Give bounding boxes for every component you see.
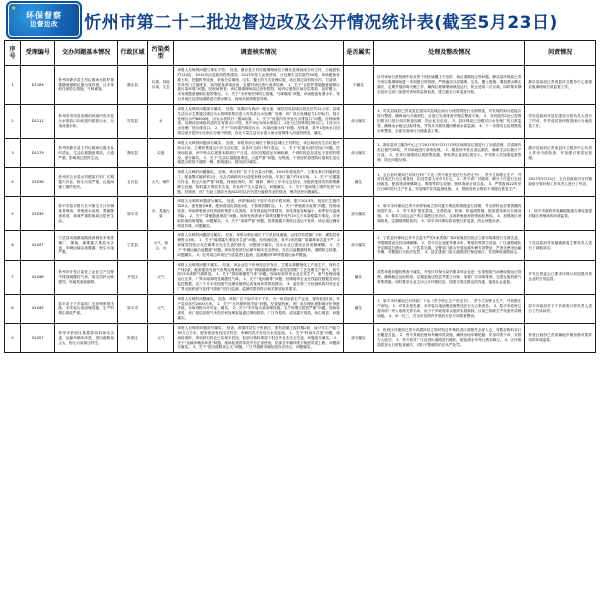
table-row [5,323,596,352]
cell-type: 水 [148,104,174,138]
cell-handle: 1、忻府区环保局已责令该搅拌站立即对料仓外物料进行清理并全部入仓，对暂存物料实行全覆盖苫盖。 2、责令其规范使用车辆冲洗设施，确保出场车辆轮胎、车身冲洗干净，安排专人值守。 3、责令其对厂区及进出道路进行硬化，配备洒水车每日洒水降尘。 4、区环保局将加大日常检查频次，对拒不整改的依法从严处罚。 [374,323,525,352]
document-header [0,0,600,40]
cell-code: X1048 [21,260,55,294]
cell-no: 8 [5,294,21,323]
cell-investigation: 举报人反映的问题部分属实。 经查，举报反映区域位于宁武县凤凰镇，沿线共有洗煤厂2家、煤炭经营销售点3家。 1、关于“煤堆露天堆放未苫盖”问题。经现场检查，其中1家洗煤厂原煤堆场苫盖不严，2家煤炭经营点存在煤堆未完全苫盖的情况，问题部分属实。其余企业已建成全封闭储煤棚。 2、关于“车辆运输沿途撒漏”问题。现场发现部分运煤车辆未完全密闭，存在沿途撒漏现象，道路积尘较重，问题属实。 3、经对周边环境空气质量进行监测，监测期间TSP浓度超出参考限值。 [174,231,343,260]
logo-line2: 边督边改 [30,20,58,29]
cell-handle: 1、原平市环保局已责令该养殖场立即对露天堆放的粪便进行清理，并全部转运至堆粪棚内规范贮存。 2、责令其扩建化粪池，完善防渗、防雨、防溢流措施，配套建设雨污分流设施。 3、要求与周边农户签订粪肥还田协议，实现养殖废弃物资源化利用。 4、加强场区消毒除臭，定期喷洒除臭剂。 5、原平市环保局将加强日常巡查，防止问题反弹。 [374,197,525,231]
cell-report: 忻州市五台县豆村镇某石料厂长期露天作业，粉尘污染严重，且夜间施工噪声扰民。 [55,168,118,197]
supervision-logo [6,1,82,39]
cell-region: 五台县 [117,168,147,197]
cell-investigation: 举报人反映的问题部分属实。 经查，该搅拌站位于忻府区，建有混凝土搅拌楼2座，设计年生产能力30万立方米，配套建设有封闭式料仓、车辆冲洗平台及污水沉淀池。 1、关于“料场未苫盖”问题。现场检查时，该站砂石料仓已实现半封闭，但部分物料堆放于料仓外且未完全苫盖，问题部分属实。 2、关于“运输车辆未冲洗”问题。现场检查时冲洗平台正常使用，但部分车辆冲洗不彻底带泥上路，问题部分属实。 3、关于“进出道路扬尘大”问题。厂区外道路未硬化段存在扬尘，问题属实。 [174,323,343,352]
cell-istrue: 部分属实 [343,104,373,138]
cell-investigation: 举报人反映的问题不属实。 经查，该企业位于忻州经济开发区，主要从事精细化工产品生产，现有生产线2条，配套建设有废气收集处理系统，采用“两级碱液喷淋+活性炭吸附”工艺处理生产废气，废气经25米高排气筒排放。 1、关于“排放刺激性气体”问题。现场检查时该企业正常生产，废气处理设施运行正常，厂界未闻到明显刺激性气味。 2、关于“夜间偷排”问题。经调阅该企业在线监控数据及用电监控数据，近三个月未发现废气处理设施停运或夜间异常排放情况。 3、委托第三方检测机构对该企业厂界无组织废气及排气筒废气进行监测，监测结果均符合相关排放标准要求。 [174,260,343,294]
cell-accountable: 静乐县政府已责成县环卫服务中心负责人作出书面检查，并加强日常清运管理。 [525,138,596,167]
cell-investigation: 举报人反映的问题部分属实。 经查，举报所涉区域位于静乐县城区王村附近，该区域设有生活垃圾中转点1处，主要收集周边小区生活垃圾，由县环卫部门每日清运。 1、关于“垃圾未及时清运”问题。经现场检查，该中转点垃圾基本做到日产日清，但因近期清运车辆检修，个别时段存在清运不及时的情况，部分属实。 2、关于“生活垃圾随意堆放，占道严重”问题。经核查，个别居民将建筑垃圾和生活垃圾混合堆放于道路一侧，影响通行，情况部分属实。 [174,138,343,167]
cell-istrue: 不属实 [343,66,373,105]
cell-istrue: 部分属实 [343,138,373,167]
cell-report: 原平市子干乡某砖厂无环保审批手续，未安装污染治理设施，生产时烟尘排放严重。 [55,294,118,323]
th-handle: 处理及整改情况 [374,41,525,66]
cell-no: 7 [5,260,21,294]
table-body [5,66,596,353]
table-row [5,197,596,231]
cell-type: 大气、噪声 [148,168,174,197]
cell-region: 原平市 [117,197,147,231]
cell-report: 原平市原平路与长兴街交叉口东侧某养殖场，养殖废水直排，粪便随意堆放，臭味严重影响周边居民生活。 [55,197,118,231]
table-row [5,294,596,323]
cell-code: X1039 [21,197,55,231]
cell-accountable: 1、原平市政府责成属地街道办事处加强对辖区养殖场的环境监管。 [525,197,596,231]
cell-handle: 1、宁武县环保局已责令苫盖不严的1家洗煤厂和2家煤炭经营点立即对煤堆进行全面苫盖，并限期建设全封闭储煤棚。 2、责令各企业配齐洒水车、雾炮机等抑尘设备，厂区道路硬化并定期清扫洒水。 3、宁武县交通、交警部门联合开展运煤车辆专项整治，严查未密闭运输车辆，对撒漏行为依法处罚。 4、县住建部门加大道路清扫保洁频次，有效降低道路扬尘。 [374,231,525,260]
cell-report: 忻州市岢岚县岚漪河河道内有多处污水排放口向河道内排放污水，污染河道水体。 [55,104,118,138]
cell-handle: 1、静乐县环卫服务中心已于2017年5月21日对该区域堆存垃圾进行了全面清理，共清理各类垃圾约30吨，并对场地进行消毒处理。 2、增加该中转点清运频次，确保生活垃圾日产日清。 3、在该区域增设垃圾收集容器，张贴禁止乱倒垃圾告示，并安排人员加强巡查管理，防止问题反弹。 [374,138,525,167]
table-row [5,260,596,294]
cell-region: 静乐县 [117,66,147,105]
cell-istrue: 属实 [343,260,373,294]
supervision-table [4,40,596,353]
cell-type: 水、其他污染 [148,197,174,231]
th-region: 行政区域 [117,41,147,66]
cell-no: 5 [5,197,21,231]
cell-type: 垃圾 [148,138,174,167]
table-row [5,138,596,167]
cell-type: 大气、扬尘、水 [148,231,174,260]
cell-code: X1049 [21,294,55,323]
cell-handle: 针对该场日常管理中存在的个别区域覆土不及时、场区道路扬尘等问题，静乐县环保局已责令该垃圾填埋场进一步加强日常管理，严格落实分层填埋、压实、覆土措施，增加洒水降尘频次，定期开展消毒灭蝇工作，确保垃圾填埋场规范运行，防止造成二次污染。同时要求静乐县环卫部门加强对该场的监督检查，建立健全日常巡查台账。 [374,66,525,105]
cell-report: 忻州市静乐县王村垃圾场垃圾未及时清运，生活垃圾随意堆放，占道严重，影响周边居民生活。 [55,138,118,167]
cell-report: 忻州市开发区某化工企业生产过程中排放刺激性气体，周边居民反映强烈，怀疑其夜间偷排。 [55,260,118,294]
cell-code: D1211 [21,104,55,138]
table-row [5,104,596,138]
cell-istrue: 部分属实 [343,323,373,352]
cell-investigation: 举报人反映的问题与事实不符。 经查，静乐县王村垃圾填埋场位于静乐县城西南方向王村，占地面积约120亩，2012年由县政府投资建设，2013年投入运营使用，日处理生活垃圾约90吨，该场配备有推土机、挖掘机等设备，采取分层填埋、压实、覆土的方式处理垃圾，场区周边设有排水沟、拦渣坝，并设有门卫值班室，场内配备消毒设备，定期对场区进行消毒处理。 1、关于“无防护措施随意倾倒垃圾污染环境”问题。经现场核查，该垃圾填埋场周边设有围挡，场内垃圾按区域分层堆放、及时覆土，未发现随意倾倒垃圾的情况。 2、关于“未采取任何防尘措施，气味难闻”问题。该场配备有洒水车，每日对场区及进场道路进行洒水降尘，现场未闻到明显异味。 [174,66,343,105]
cell-no: 2 [5,104,21,138]
cell-investigation: 举报人反映的问题属实。 经查，该砖厂位于原平市子干乡，为一家页岩砖生产企业，建有轮窑1座，年产页岩砖约2000万块。 1、关于“无环保审批手续”问题。经查阅档案，该厂未办理环境影响评价审批手续，未取得排污许可证，属实。 2、关于“未安装污染治理设施，生产时烟尘排放严重”问题。现场检查时，该厂焙烧窑烟气未经任何处理直接通过烟囱排放，厂区内原料、成品露天堆放，扬尘明显，问题属实。 [174,294,343,323]
th-accountable: 问责情况 [525,41,596,66]
cell-istrue: 部分属实 [343,197,373,231]
cell-handle: 1、五台县环保局已对该石料厂下达《责令改正违法行为决定书》，责令立即停止生产，并对其违法行为立案查处，拟处罚款人民币3万元。 2、责令该厂对破碎、筛分工序进行全封闭改造，配套建设喷淋降尘、雾炮等抑尘设施，物料堆场全部苫盖。 3、严禁夜间22时至次日6时进行生产作业，安装噪声在线监测设施。 4、整改验收合格前不得擅自恢复生产。 [374,168,525,197]
th-code: 受理编号 [21,41,55,66]
header-row [5,41,596,66]
th-investigation: 调查核实情况 [174,41,343,66]
cell-accountable: 原平市政府对子干乡政府分管负责人进行了约谈问责。 [525,294,596,323]
cell-accountable: 宁武县政府对凤凰镇政府主要负责人进行了诫勉谈话。 [525,231,596,260]
cell-investigation: 举报人反映的问题部分属实。 经查，该养殖场位于原平市原平路东侧，建于2013年，现存栏生猪约320头，建有猪舍6栋，配套建设化粪池1座、干粪堆放棚1处。 1、关于“养殖废水直排”问题。经现场检查，该场养殖废水经管道收集进入化粪池，未发现直接外排情况，但化粪池容积偏小，雨季存在溢流风险。 2、关于“粪便随意堆放”问题。现场发现该场干粪堆放棚外有约15立方米粪便露天堆放，未采取防渗防雨措施，问题属实。 3、关于“臭味严重”问题。因粪便露天堆放且清运不及时，场区周边确有明显异味，问题属实。 [174,197,343,231]
cell-region: 岢岚县 [117,104,147,138]
star-icon: ★ [11,5,17,12]
cell-report: 宁武县凤凰镇某路段两侧有多家洗煤厂、煤场，煤堆露天堆放未苫盖，车辆运输沿途撒漏，粉尘污染严重。 [55,231,118,260]
cell-investigation: 举报人反映的问题属实。 经查，该石料厂位于五台县豆村镇，2015年建成投产，主要从事石料破碎加工，配备颚式破碎机1台、反击式破碎机1台及配套筛分设备，年加工能力约10万吨。 1、关于“长期露天作业，粉尘污染严重”问题。现场检查时，该厂破碎、筛分工序未完全封闭，未配套建设有效的喷淋降尘设施，物料露天堆放未苫盖，作业时产生大量扬尘，问题属实。 2、关于“夜间施工噪声扰民”问题。经调查，该厂为赶工期存在夜间22时以后仍进行破碎作业的情况，噪声扰民问题属实。 [174,168,343,197]
cell-code: X1047 [21,231,55,260]
cell-no: 1 [5,66,21,105]
th-type: 污染类型 [148,41,174,66]
cell-code: D1184 [21,66,55,105]
cell-region: 静乐县 [117,138,147,167]
cell-region: 忻府区 [117,323,147,352]
cell-handle: 1、岢岚县政府已责成县住建局对县城区雨污分流管网进行全面排查，对发现的雨污混接点进行整改，确保雨污分流到位，目前已完成排查并制定整改方案。 2、对河道内2处已封堵旧排污口进行再次核查加固，防止私自启用。 3、县环保局已加强对污水处理厂的日常监管，确保出水稳定达标排放，并每月开展岚漪河断面水质监测。 4、下一步将结合县城黑臭水体整治，全面完成雨污分流改造工程。 [374,104,525,138]
cell-report: 忻州市忻府区某搅拌站料场未苫盖，运输车辆未冲洗，进出道路扬尘大，粉尘污染周边村庄。 [55,323,118,352]
cell-type: 大气 [148,260,174,294]
th-istrue: 是否属实 [343,41,373,66]
cell-accountable: 忻府区政府已责成属地乡镇加强对搅拌站的环境监管。 [525,323,596,352]
cell-region: 原平市 [117,294,147,323]
th-no: 序号 [5,41,21,66]
table-row [5,66,596,105]
cell-accountable: 2017年5月22日，五台县政府对豆村镇政府分管环保工作负责人进行了约谈。 [525,168,596,197]
cell-code: X1057 [21,323,55,352]
cell-code: D1279 [21,138,55,167]
cell-accountable: 岢岚县政府对县住建局分管负责人进行了约谈，并责成其加快推进雨污分流改造工作。 [525,104,596,138]
cell-accountable: 静乐县政府已责成县环卫服务中心加强垃圾填埋场日常监管工作。 [525,66,596,105]
cell-type: 垃圾、其他污染、生态 [148,66,174,105]
table-header [5,41,596,66]
cell-istrue: 部分属实 [343,231,373,260]
cell-accountable: 开发区管委会已要求环保分局加强对该企业的日常监管。 [525,260,596,294]
cell-report: 忻州市静乐县王村垃圾场无防护措施随意倾倒垃圾污染环境，且未采取任何防尘措施，气味难闻。 [55,66,118,105]
cell-code: X1036 [21,168,55,197]
cell-no: 6 [5,231,21,260]
cell-investigation: 举报人反映的问题部分属实。 经查，岚漪河为黄河一级支流，流经岢岚县城区段全长约12公里，县城生活污水主要通过城区污水管网收集后进入岢岚县污水处理厂处理，该厂设计处理能力1万吨/日，现日处理污水约6000吨，出水水质执行一级A标准。 1、关于“河道内有多处污水排放口”问题。经现场核查，岚漪河县城段河道内共有排水口7处，其中4处为雨水排放口，2处为已封堵的旧排污口，1处为污水处理厂尾水排放口。 2、关于“向河道内排放污水，污染河道水体”问题。经排查，其中1处雨水口因周边部分居民小区雨污分流不彻底，存在少量生活污水混入雨水管网排入河道的情况，属实。 [174,104,343,138]
th-report: 交办问题基本情况 [55,41,118,66]
page-title: 忻州市第二十二批边督边改及公开情况统计表(截至5月23日) [84,12,558,33]
cell-no: 4 [5,168,21,197]
cell-handle: 虽然举报问题经核查不属实，开发区环保分局仍要求该企业进一步加强废气治理设施运行管理，确保稳定达标排放；定期更换活性炭并建立台账；加强厂区异味排查，完善无组织废气收集措施；同时要求企业主动公开环境信息，加强与周边群众的沟通，接受社会监督。 [374,260,525,294]
cell-istrue: 属实 [343,168,373,197]
cell-region: 宁武县 [117,231,147,260]
cell-region: 开发区 [117,260,147,294]
cell-no: 3 [5,138,21,167]
table-row [5,231,596,260]
cell-type: 大气 [148,323,174,352]
cell-type: 大气 [148,294,174,323]
table-row [5,168,596,197]
cell-handle: 1、原平市环保局已对该砖厂下达《责令停止生产决定书》，责令立即停止生产，并切断生产用电。 2、对其未批先建、未安装污染治理设施等违法行为立案查处。 3、原平市政府已将该砖厂列入取缔关停名单，由子干乡政府牵头组织实施拆除，目前已拆除生产设备并清理场地。 4、举一反三，在全市范围内开展砖瓦窑专项排查整治。 [374,294,525,323]
logo-line1: 环保督察 [26,10,62,20]
cell-no: 9 [5,323,21,352]
cell-istrue: 属实 [343,294,373,323]
